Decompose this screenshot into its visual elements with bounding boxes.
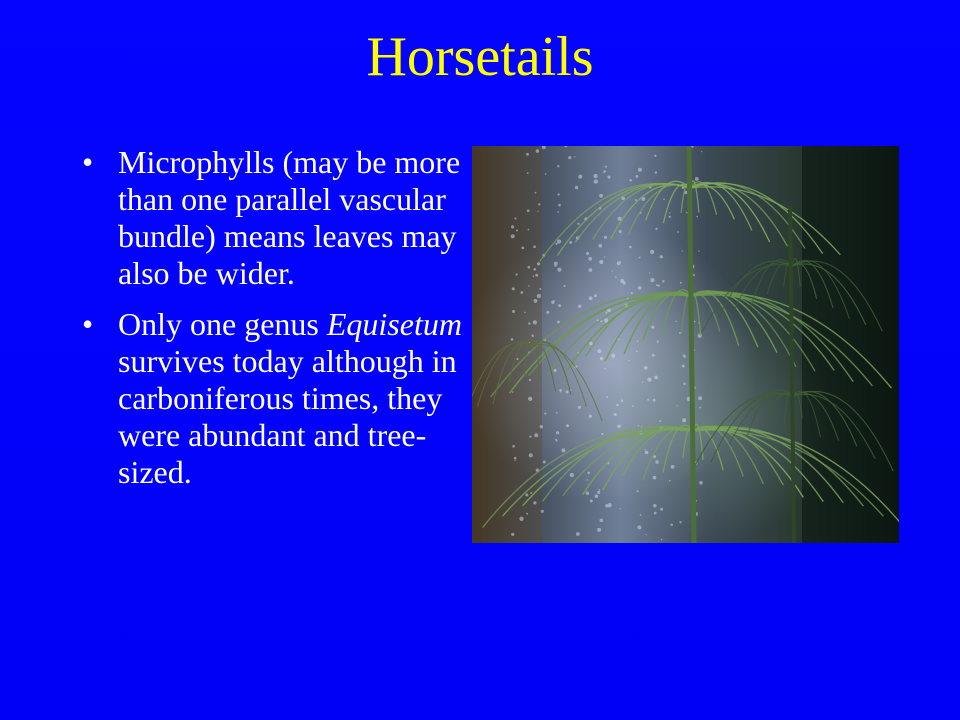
slide-title: Horsetails bbox=[366, 26, 594, 88]
bullet-item bbox=[82, 306, 462, 491]
bullet-icon: • bbox=[82, 144, 94, 180]
bullet-text bbox=[118, 306, 462, 490]
bullet-text-part: Only one genus bbox=[118, 306, 327, 342]
bullet-text-part: survives today although in carboniferous times, they were abundant and tree-sized. bbox=[118, 343, 457, 490]
horsetail-photo bbox=[472, 146, 899, 543]
horsetail-plant-illustration bbox=[472, 146, 899, 543]
bullet-text: Microphylls (may be more than one parallel vascular bundle) means leaves may also be wider. bbox=[118, 144, 461, 291]
genus-name: Equisetum bbox=[326, 306, 462, 342]
bullet-icon: • bbox=[82, 306, 94, 342]
bullet-list bbox=[82, 144, 462, 505]
bullet-item bbox=[82, 144, 462, 292]
